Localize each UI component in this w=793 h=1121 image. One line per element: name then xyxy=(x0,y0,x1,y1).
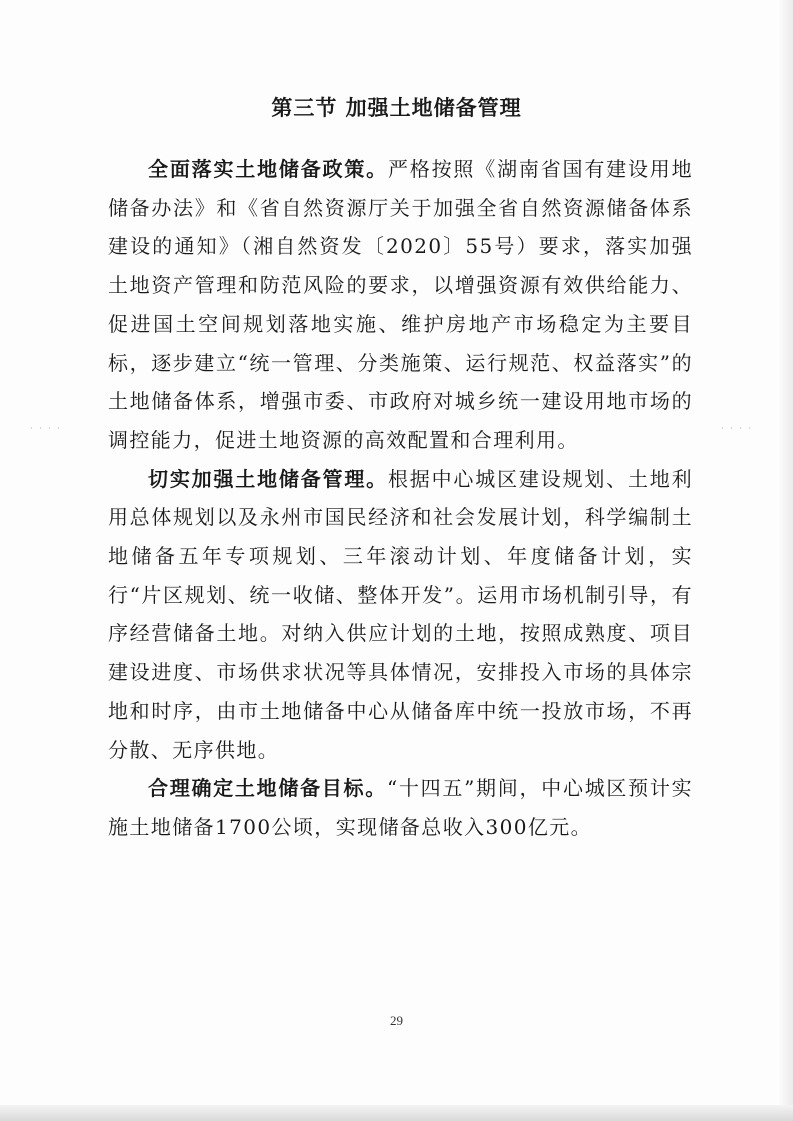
paragraph-lead: 合理确定土地储备目标。 xyxy=(148,776,387,801)
page-number: 29 xyxy=(390,1013,403,1028)
body-text xyxy=(108,150,693,847)
scan-edge-right xyxy=(779,0,793,1121)
binding-mark-right: · · · · xyxy=(721,424,753,433)
scan-edge-bottom xyxy=(0,1105,793,1121)
paragraph-land-reserve-policy xyxy=(108,150,693,460)
paragraph-lead: 切实加强土地储备管理。 xyxy=(148,466,388,491)
paragraph-text: 严格按照《湖南省国有建设用地储备办法》和《省自然资源厅关于加强全省自然资源储备体系建设的通知》（湘自然资发〔2020〕55号）要求，落实加强土地资产管理和防范风险的要求，以增强资源有效供给能力、促进国土空间规划落地实施、维护房地产市场稳定为主要目标，逐步建立“统一管理、分类施策、运行规范、权益落实”的土地储备体系，增强市委、市政府对城乡统一建设用地市场的调控能力，促进土地资源的高效配置和合理利用。 xyxy=(108,157,693,452)
binding-mark-left: · · · · xyxy=(30,424,62,433)
paragraph-text: 根据中心城区建设规划、土地利用总体规划以及永州市国民经济和社会发展计划，科学编制土地储备五年专项规划、三年滚动计划、年度储备计划，实行“片区规划、统一收储、整体开发”。运用市场机制引导，有序经营储备土地。对纳入供应计划的土地，按照成熟度、项目建设进度、市场供求状况等具体情况，安排投入市场的具体宗地和时序，由市土地储备中心从储备库中统一投放市场，不再分散、无序供地。 xyxy=(108,466,693,762)
paragraph-text: “十四五”期间，中心城区预计实施土地储备1700公顷，实现储备总收入300亿元。 xyxy=(108,776,693,839)
paragraph-lead: 全面落实土地储备政策。 xyxy=(148,157,388,181)
section-heading: 第三节 加强土地储备管理 xyxy=(271,96,522,120)
paragraph-land-reserve-management xyxy=(108,460,693,770)
paragraph-land-reserve-target xyxy=(108,769,693,846)
